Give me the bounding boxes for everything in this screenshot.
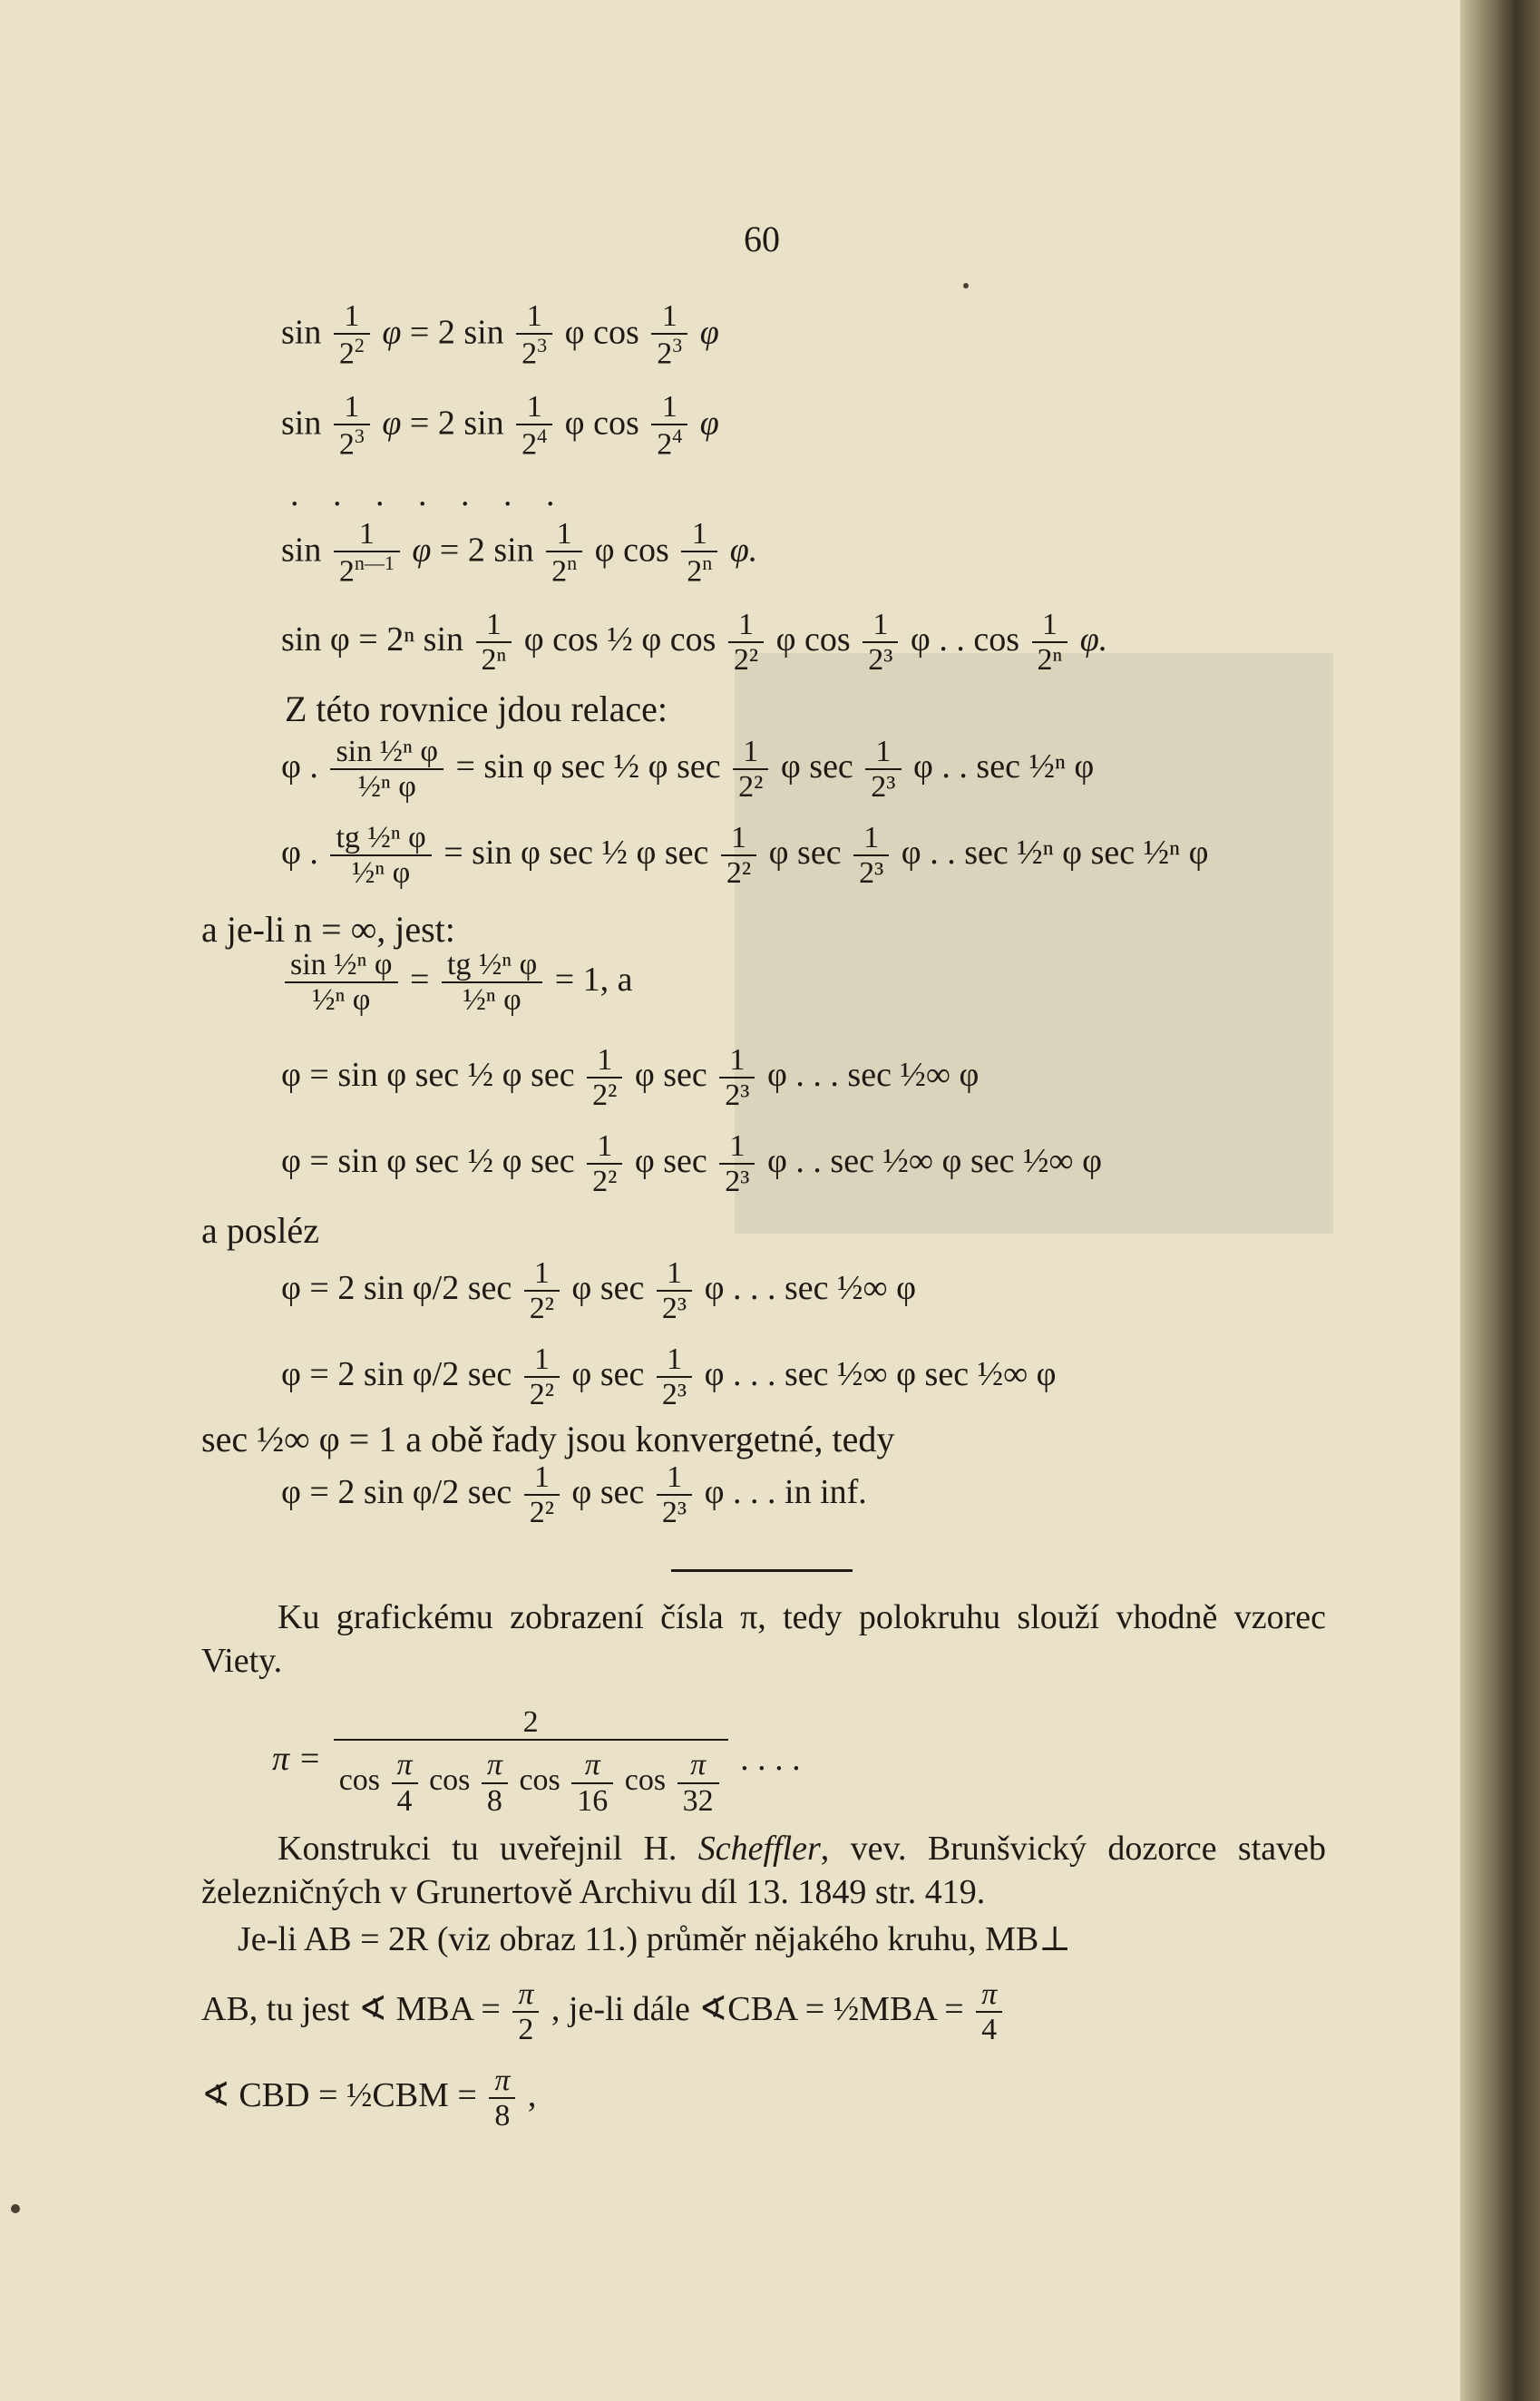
formula-line-2: sin $\frac{1}{2^3}$ φ = 2 sin $\frac{1}{2^4}$ φ cos $\frac{1}{2^4}$ φ	[281, 390, 719, 462]
formula-line-8: φ = sin φ sec ½ φ sec $\frac{1}{\text{2²}}$ φ sec $\frac{1}{\text{2³}}$ φ . . . sec ½∞ φ	[281, 1043, 980, 1113]
ellipsis-row: . . . . . . .	[290, 475, 568, 513]
formula-line-12: φ = 2 sin φ/2 sec $\frac{1}{\text{2²}}$ φ sec $\frac{1}{\text{2³}}$ φ . . . in inf.	[281, 1460, 867, 1530]
viete-formula: π = 2 cos $\frac{\pi}{4}$ cos $\frac{\pi}{8}$ cos $\frac{\pi}{16}$ cos $\frac{\pi}{32}$ . . . .	[272, 1705, 801, 1818]
relace-text: Z této rovnice jdou relace:	[285, 688, 668, 729]
formula-line-5: φ . $\frac{\text{sin ½ⁿ φ}}{\text{½ⁿ φ}}$ = sin φ sec ½ φ sec $\frac{1}{\text{2²}}$ φ sec $\frac{1}{\text{2³}}$ φ . . sec ½ⁿ φ	[281, 735, 1095, 805]
paragraph-circle: Je-li AB = 2R (viz obraz 11.) průměr nějakého kruhu, MB⊥	[238, 1920, 1072, 1958]
formula-line-4: sin φ = 2ⁿ sin $\frac{1}{\text{2ⁿ}}$ φ cos ½ φ cos $\frac{1}{\text{2²}}$ φ cos $\frac{1}{\text{2³}}$ φ . . cos $\frac{1}{\text{2ⁿ}}$ φ.	[281, 608, 1108, 678]
angle-formula-1: AB, tu jest ∢ MBA = $\frac{\pi}{2}$ , je-li dále ∢CBA = ½MBA = $\frac{\pi}{4}$	[201, 1977, 1006, 2047]
angle-formula-2: ∢ CBD = ½CBM = $\frac{\pi}{8}$ ,	[201, 2064, 537, 2133]
author-name: Scheffler	[697, 1830, 821, 1868]
stain-dot	[11, 2204, 20, 2213]
poslez-text: a posléz	[201, 1210, 319, 1251]
stain-dot	[963, 283, 969, 288]
page-number: 60	[744, 219, 780, 259]
formula-line-6: φ . $\frac{\text{tg ½ⁿ φ}}{\text{½ⁿ φ}}$ = sin φ sec ½ φ sec $\frac{1}{\text{2²}}$ φ sec $\frac{1}{\text{2³}}$ φ . . sec ½ⁿ φ sec ½ⁿ φ	[281, 821, 1209, 891]
jeli-text: a je-li n = ∞, jest:	[201, 909, 455, 950]
formula-line-10: φ = 2 sin φ/2 sec $\frac{1}{\text{2²}}$ φ sec $\frac{1}{\text{2³}}$ φ . . . sec ½∞ φ	[281, 1256, 917, 1326]
page-edge-shadow	[1460, 0, 1540, 2401]
formula-line-7: $\frac{\text{sin ½ⁿ φ}}{\text{½ⁿ φ}}$ = $\frac{\text{tg ½ⁿ φ}}{\text{½ⁿ φ}}$ = 1, a	[281, 948, 633, 1018]
formula-line-9: φ = sin φ sec ½ φ sec $\frac{1}{\text{2²}}$ φ sec $\frac{1}{\text{2³}}$ φ . . sec ½∞ φ sec ½∞ φ	[281, 1129, 1102, 1199]
section-divider	[671, 1569, 853, 1572]
paragraph-viete: Ku grafickému zobrazení čísla π, tedy polokruhu slouží vhodně vzorec Viety.	[201, 1598, 1326, 1680]
formula-line-1: sin $\frac{1}{2^2}$ φ = 2 sin $\frac{1}{2^3}$ φ cos $\frac{1}{2^3}$ φ	[281, 299, 719, 371]
paragraph-scheffler: Konstrukci tu uveřejnil H. Scheffler, vev. Brunšvický dozorce staveb železničných v Grunertově Archivu díl 13. 1849 str. 419.	[201, 1830, 1326, 1911]
convergence-text: sec ½∞ φ = 1 a obě řady jsou konvergetné, tedy	[201, 1419, 895, 1459]
formula-line-3: sin $\frac{1}{2^{n—1}}$ φ = 2 sin $\frac{1}{2^n}$ φ cos $\frac{1}{2^n}$ φ.	[281, 517, 758, 589]
formula-line-11: φ = 2 sin φ/2 sec $\frac{1}{\text{2²}}$ φ sec $\frac{1}{\text{2³}}$ φ . . . sec ½∞ φ sec ½∞ φ	[281, 1342, 1057, 1412]
